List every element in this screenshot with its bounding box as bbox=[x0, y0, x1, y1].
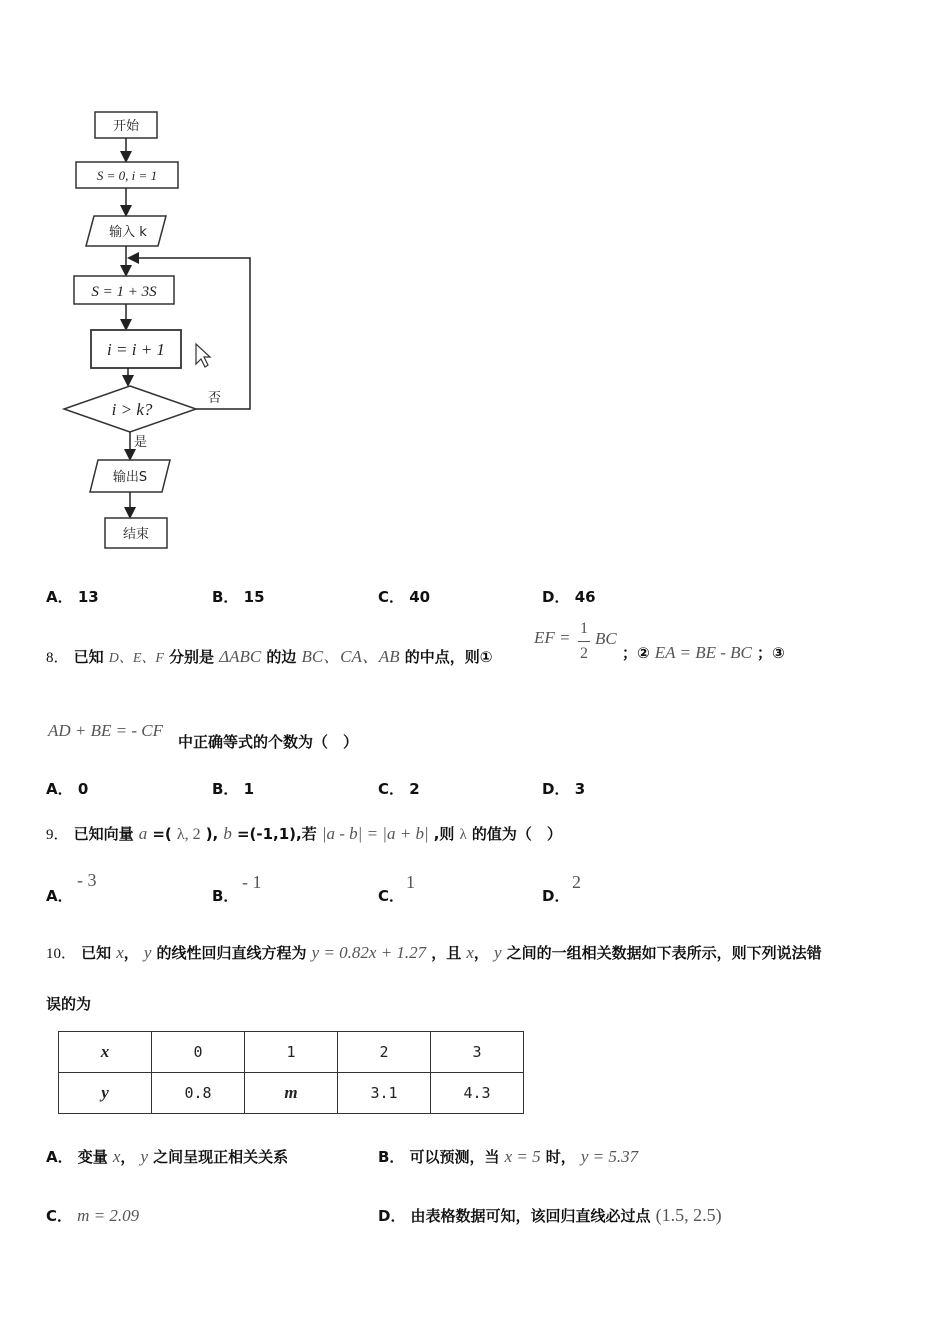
table-cell: m bbox=[245, 1073, 338, 1114]
flow-start-label: 开始 bbox=[112, 119, 140, 134]
q7-option-d: D． 46 bbox=[542, 588, 596, 606]
table-cell: 2 bbox=[338, 1032, 431, 1073]
q8-question: 中正确等式的个数为（ ） bbox=[178, 733, 359, 751]
flow-decision-label: i > k? bbox=[111, 400, 153, 419]
q9-option-c: C． bbox=[378, 887, 405, 905]
table-cell: 3.1 bbox=[338, 1073, 431, 1114]
q9-option-d-value: 2 bbox=[572, 872, 581, 892]
table-cell: 0 bbox=[152, 1032, 245, 1073]
q10-stem-line2: 误的为 bbox=[46, 995, 92, 1013]
q7-option-a: A． 13 bbox=[46, 588, 99, 606]
q9-option-b: B． bbox=[212, 887, 239, 905]
table-cell: 0.8 bbox=[152, 1073, 245, 1114]
q8-option-c: C． 2 bbox=[378, 780, 420, 798]
table-row bbox=[59, 1073, 524, 1114]
table-cell: y bbox=[59, 1073, 152, 1114]
q8-line2: AD + BE = - CF bbox=[48, 721, 164, 740]
flow-init-label: S = 0, i = 1 bbox=[96, 168, 158, 183]
q10-option-d: D． 由表格数据可知，该回归直线必过点 (1.5, 2.5) bbox=[378, 1205, 722, 1225]
q7-option-b: B． 15 bbox=[212, 588, 265, 606]
q9-option-b-value: - 1 bbox=[242, 872, 262, 892]
q10-option-c: C． m = 2.09 bbox=[46, 1206, 140, 1225]
q8-eq1-right: BC bbox=[595, 629, 617, 648]
q8-eq1-fraction-bar bbox=[578, 641, 590, 642]
table-cell: 3 bbox=[431, 1032, 524, 1073]
q9-option-a-value: - 3 bbox=[77, 870, 97, 890]
flow-update-s-label: S = 1 + 3S bbox=[91, 284, 157, 300]
q9-option-c-value: 1 bbox=[406, 872, 415, 892]
q9-stem: 9． 已知向量 a =( λ, 2 ), b =(-1,1),若 |a - b| = |a + b| ,则 λ 的值为（ ） bbox=[46, 824, 562, 843]
table-cell: 4.3 bbox=[431, 1073, 524, 1114]
q8-option-a: A． 0 bbox=[46, 780, 89, 798]
q8-eq1-denominator: 2 bbox=[580, 645, 588, 662]
q8-line1: 8． 已知 D、E、F 分别是 ΔABC 的边 BC、CA、AB 的中点，则① bbox=[46, 647, 493, 666]
q9-option-a: A． bbox=[46, 887, 73, 905]
q10-option-b: B． 可以预测，当 x = 5 时， y = 5.37 bbox=[378, 1147, 639, 1166]
q8-line1-end: ；② EA = BE - BC ；③ bbox=[622, 643, 785, 662]
q10-data-table bbox=[58, 1031, 524, 1114]
flow-end-label: 结束 bbox=[122, 527, 150, 542]
q8-eq1: EF = bbox=[534, 628, 571, 647]
flow-no-label: 否 bbox=[208, 391, 222, 406]
q9-option-d: D． bbox=[542, 887, 570, 905]
q8-option-b: B． 1 bbox=[212, 780, 255, 798]
table-cell: 1 bbox=[245, 1032, 338, 1073]
q8-option-d: D． 3 bbox=[542, 780, 586, 798]
flow-input-label: 输入 k bbox=[109, 225, 147, 240]
mouse-cursor-icon bbox=[196, 344, 210, 367]
flowchart bbox=[0, 0, 330, 560]
table-cell: x bbox=[59, 1032, 152, 1073]
q7-option-c: C． 40 bbox=[378, 588, 431, 606]
flow-output-label: 输出S bbox=[112, 470, 148, 485]
q8-eq1-numerator: 1 bbox=[580, 620, 588, 637]
flow-yes-label: 是 bbox=[134, 435, 148, 450]
q10-option-a: A． 变量 x， y 之间呈现正相关关系 bbox=[46, 1147, 289, 1166]
table-row bbox=[59, 1032, 524, 1073]
flow-update-i-label: i = i + 1 bbox=[107, 340, 165, 359]
q10-stem-line1: 10． 已知 x， y 的线性回归直线方程为 y = 0.82x + 1.27 ，且 x， y 之间的一组相关数据如下表所示，则下列说法错 bbox=[46, 943, 822, 962]
